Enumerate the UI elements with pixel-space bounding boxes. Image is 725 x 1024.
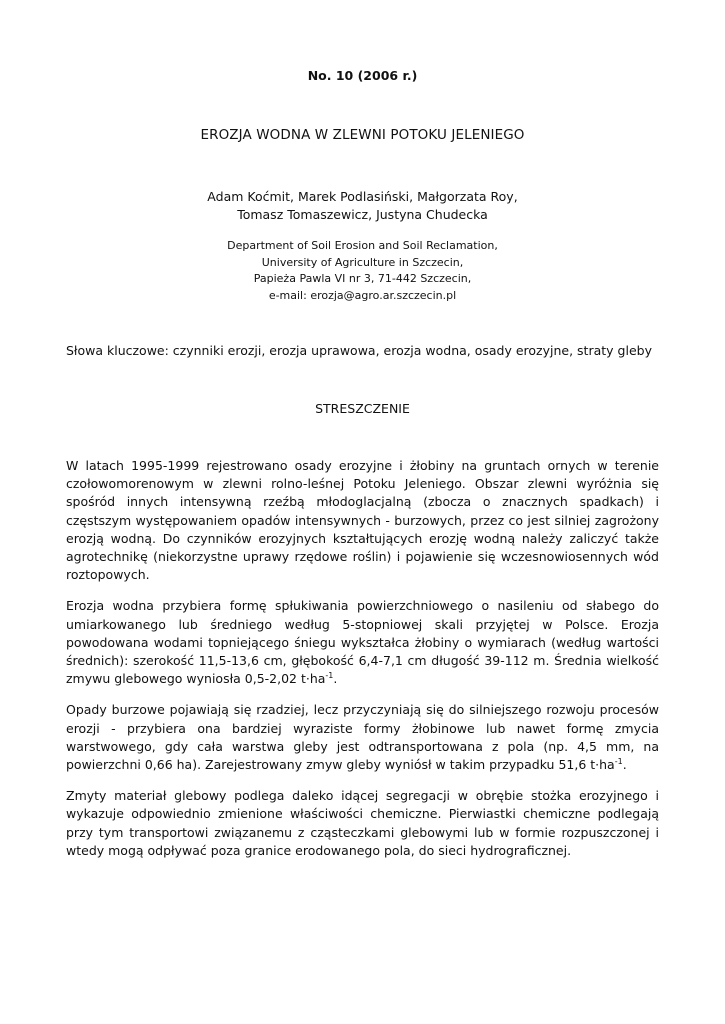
affiliation-line-2: University of Agriculture in Szczecin,: [261, 255, 464, 269]
author-line-2: Tomasz Tomaszewicz, Justyna Chudecka: [237, 207, 488, 222]
paragraph-1: W latach 1995-1999 rejestrowano osady erozyjne i żłobiny na gruntach ornych w terenie czołowomorenowym w zlewni rolno-leśnej Potoku Jeleniego. Obszar zlewni wyróżnia się spośród innych intensywną rzeźbą młodoglacjalną (zbocza o znacznych spadkach) i częstszym występowaniem opadów intensywnych - burzowych, przez co jest silniej zagrożony erozją wodną. Do czynników erozyjnych kształtujących erozję wodną należy zaliczyć także agrotechnikę (niekorzystne uprawy rzędowe roślin) i pojawienie się wczesnowiosennych wód roztopowych.: [66, 458, 659, 583]
abstract-body: [66, 457, 659, 873]
paragraph-2-text: Erozja wodna przybiera formę spłukiwania powierzchniowego o nasileniu od słabego do umiarkowanego lub średniego według 5-stopniowej skali przyjętej w Polsce. Erozja powodowana wodami topniejącego śniegu wykształca żłobiny o wymiarach (według wartości średnich): szerokość 11,5-13,6 cm, głębokość 6,4-7,1 cm długość 39-112 m. Średnia wielkość zmywu glebowego wyniosła 0,5-2,02 t·ha: [66, 598, 659, 687]
affiliation-email: e-mail: erozja@agro.ar.szczecin.pl: [268, 288, 457, 302]
issue-number: No. 10 (2006 r.): [307, 68, 418, 83]
paragraph-4: Zmyty materiał glebowy podlega daleko idącej segregacji w obrębie stożka erozyjnego i wykazuje odpowiednio zmienione właściwości chemiczne. Pierwiastki chemiczne podlegają przy tym transportowi związanemu z cząsteczkami glebowymi lub w formie rozpuszczonej i wtedy mogą odpływać poza granice erodowanego pola, do sieci hydrograficznej.: [66, 788, 659, 858]
paragraph-3-text: Opady burzowe pojawiają się rzadziej, lecz przyczyniają się do silniejszego rozwoju procesów erozji - przybiera ona bardziej wyraziste formy żłobinowe lub nawet formę zmycia warstwowego, gdy cała warstwa gleby jest odtransportowana z pola (np. 4,5 mm, na powierzchni 0,66 ha). Zarejestrowany zmyw gleby wyniósł w takim przypadku 51,6 t·ha: [66, 702, 659, 773]
affiliation-line-1: Department of Soil Erosion and Soil Reclamation,: [227, 239, 498, 252]
paragraph-2: [66, 597, 659, 688]
author-line-1: Adam Koćmit, Marek Podlasiński, Małgorzata Roy,: [207, 189, 518, 204]
paragraph-3: [66, 701, 659, 774]
keywords: Słowa kluczowe: czynniki erozji, erozja uprawowa, erozja wodna, osady erozyjne, straty gleby: [66, 343, 652, 358]
paragraph-2-end: .: [333, 671, 338, 687]
affiliation-line-3: Papieża Pawla VI nr 3, 71-442 Szczecin,: [253, 272, 472, 285]
paragraph-3-superscript: -1: [614, 756, 623, 766]
paper-title: EROZJA WODNA W ZLEWNI POTOKU JELENIEGO: [200, 127, 525, 143]
paragraph-3-end: .: [622, 757, 627, 773]
affiliation: [0, 238, 725, 304]
author-list: [0, 188, 725, 224]
abstract-heading: STRESZCZENIE: [315, 401, 410, 416]
paragraph-2-superscript: -1: [325, 671, 334, 681]
